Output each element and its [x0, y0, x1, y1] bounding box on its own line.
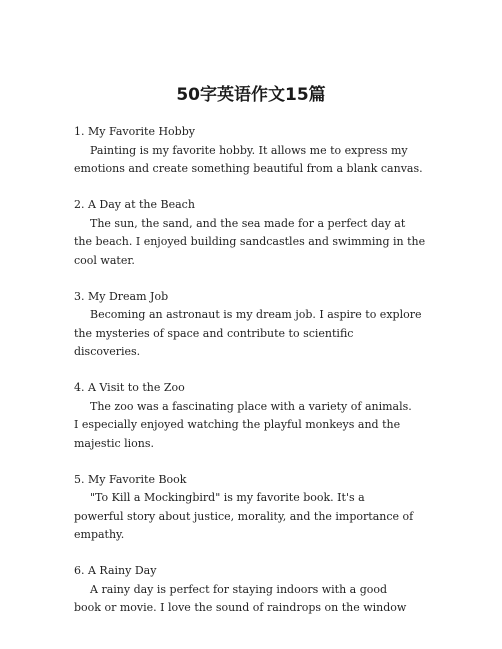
essay-line: Painting is my favorite hobby. It allows me to express my: [90, 143, 408, 157]
essay-heading: 3. My Dream Job: [74, 289, 169, 303]
essay-line: empathy.: [74, 528, 125, 541]
essay-heading: 1. My Favorite Hobby: [74, 125, 195, 138]
essay-heading: 4. A Visit to the Zoo: [74, 381, 185, 394]
essay-list: [74, 123, 434, 635]
essay-3: [74, 288, 434, 362]
essay-line: The zoo was a fascinating place with a variety of animals.: [90, 399, 412, 413]
essay-line: The sun, the sand, and the sea made for a perfect day at: [90, 216, 406, 230]
essay-line: cool water.: [74, 253, 135, 267]
essay-line: book or movie. I love the sound of raindrops on the window: [74, 601, 407, 614]
essay-1: [74, 123, 434, 179]
essay-heading: 6. A Rainy Day: [74, 564, 157, 577]
essay-line: majestic lions.: [74, 436, 155, 450]
essay-heading: 5. My Favorite Book: [74, 472, 187, 486]
essay-line: I especially enjoyed watching the playful monkeys and the: [74, 418, 401, 431]
essay-line: emotions and create something beautiful from a blank canvas.: [74, 162, 423, 175]
essay-line: the mysteries of space and contribute to scientific: [74, 326, 354, 340]
essay-5: [74, 471, 434, 545]
essay-heading: 2. A Day at the Beach: [74, 198, 195, 211]
essay-2: [74, 196, 434, 270]
essay-line: "To Kill a Mockingbird" is my favorite book. It's a: [90, 491, 365, 504]
essay-line: the beach. I enjoyed building sandcastles and swimming in the: [74, 235, 426, 248]
essay-4: [74, 379, 434, 453]
essay-6: [74, 562, 434, 618]
essay-line: Becoming an astronaut is my dream job. I aspire to explore: [90, 308, 422, 321]
essay-line: powerful story about justice, morality, and the importance of: [74, 509, 414, 523]
essay-line: A rainy day is perfect for staying indoors with a good: [90, 582, 388, 596]
essay-line: discoveries.: [74, 345, 141, 358]
document-title: 50字英语作文15篇: [176, 85, 326, 105]
